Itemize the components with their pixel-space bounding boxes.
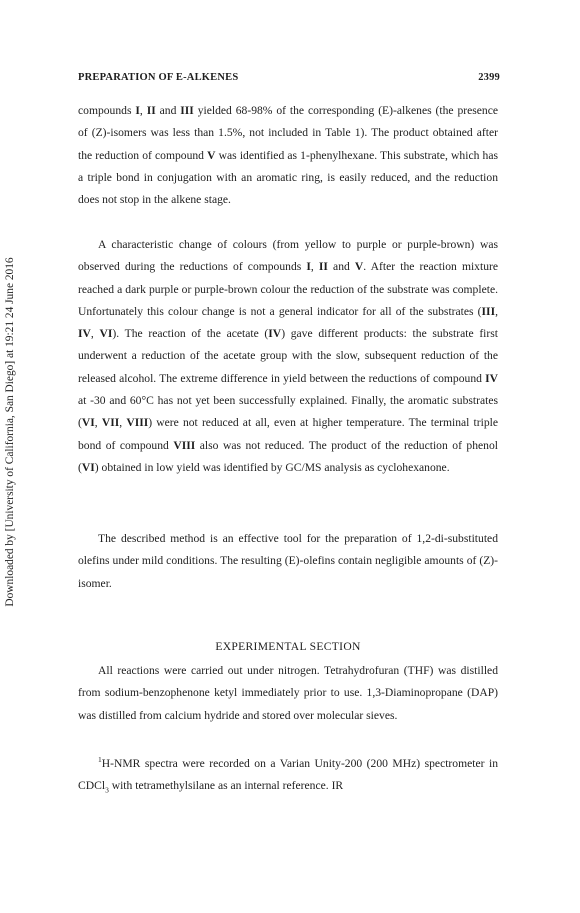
paragraph-experimental-2: $^1$H-NMR spectra were recorded on a Varian Unity-200 (200 MHz) spectrometer in CDCl$_3$ with tetramethylsilane as an internal reference. IR [78,755,498,795]
paragraph-experimental-1: All reactions were carried out under nitrogen. Tetrahydrofuran (THF) was distilled from sodium-benzophenone ketyl immediately prior to use. 1,3-Diaminopropane (DAP) was distilled from calcium hydride and stored over molecular sieves. [78,664,498,722]
download-note: Downloaded by [University of California, San Diego] at 19:21 24 June 2016 [4,257,16,607]
paragraph-conclusion: The described method is an effective tool for the preparation of 1,2-di-substituted olefins under mild conditions. The resulting (E)-olefins contain negligible amounts of (Z)-isomer. [78,532,498,590]
download-watermark [0,0,20,913]
paragraph-colour-change: A characteristic change of colours (from yellow to purple or purple-brown) was observed during the reductions of compounds I, II and V. After the reaction mixture reached a dark purple or purple-brown colour the reduction of the substrate was complete. Unfortunately this colour change is not a general indicator for all of the substrates (III, IV, VI). The reaction of the acetate (IV) gave different products: the substrate first underwent a reduction of the acetate group with the slow, subsequent reduction of the released alcohol. The extreme difference in yield between the reductions of compound IV at -30 and 60°C has not yet been successfully explained. Finally, the aromatic substrates (VI, VII, VIII) were not reduced at all, even at higher temperature. The terminal triple bond of compound VIII also was not reduced. The product of the reduction of phenol (VI) obtained in low yield was identified by GC/MS analysis as cyclohexanone. [78,238,499,474]
section-heading: EXPERIMENTAL SECTION [215,640,361,653]
running-header [78,72,500,83]
page-number: 2399 [478,72,500,83]
paragraph-results-1: compounds I, II and III yielded 68-98% of the corresponding (E)-alkenes (the presence of (Z)-isomers was less than 1.5%, not included in Table 1). The product obtained after the reduction of compound V was identified as 1-phenylhexane. This substrate, which has a triple bond in conjugation with an aromatic ring, is easily reduced, and the reduction does not stop in the alkene stage. [78,104,499,207]
running-title: PREPARATION OF E-ALKENES [78,72,239,83]
